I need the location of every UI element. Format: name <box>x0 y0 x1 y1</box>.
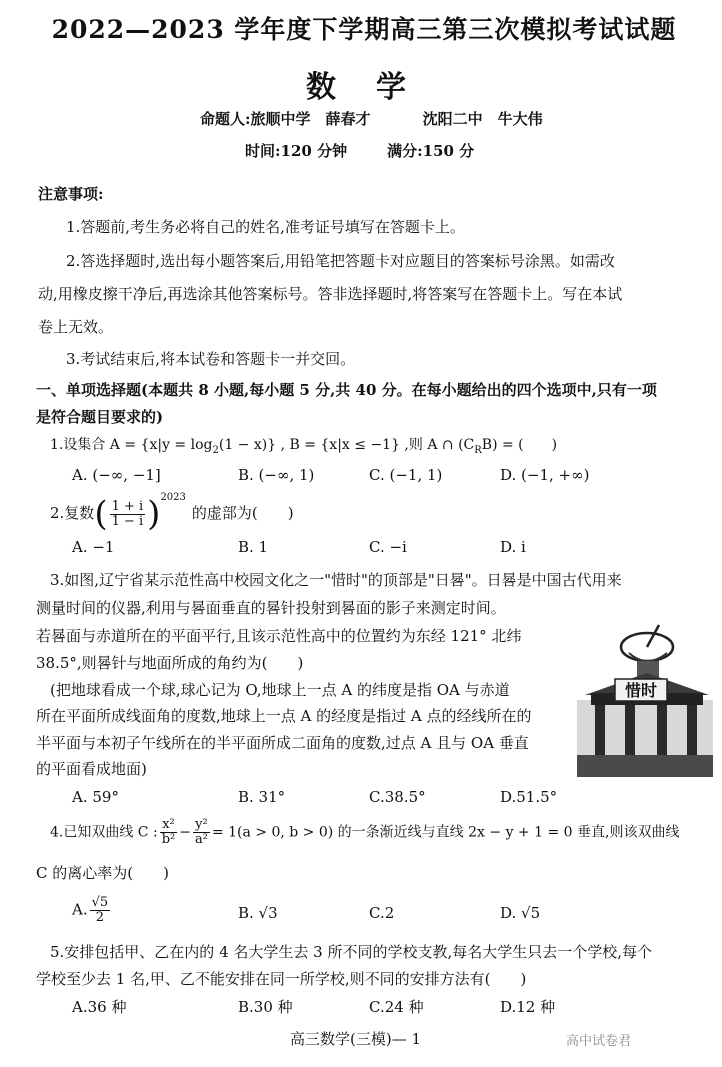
q4-f2-numerator: y² <box>193 818 210 833</box>
author-2: 沈阳二中 牛大伟 <box>422 110 543 128</box>
q3-line-6: 所在平面所成线面角的度数,地球上一点 A 的经度是指过 A 点的经线所在的 <box>36 707 532 725</box>
q2-option-b: B. 1 <box>238 538 269 556</box>
q1-stem-part-a: 1.设集合 A = {x|y = log <box>50 437 213 453</box>
q4-option-b: B. √3 <box>238 904 278 922</box>
q5-line-1: 5.安排包括甲、乙在内的 4 名大学生去 3 所不同的学校支教,每名大学生只去一个学校,每个 <box>50 943 653 961</box>
q3-line-2: 测量时间的仪器,利用与晷面垂直的晷针投射到晷面的影子来测定时间。 <box>36 599 506 617</box>
notice-item-2-line-3: 卷上无效。 <box>38 318 114 336</box>
q3-line-4: 38.5°,则晷针与地面所成的角约为( ) <box>36 654 304 672</box>
section-1-heading-line-1: 一、单项选择题(本题共 8 小题,每小题 5 分,共 40 分。在每小题给出的四个选项中,只有一项 <box>36 381 657 399</box>
q4-option-d: D. √5 <box>500 904 541 922</box>
q1-stem <box>50 434 557 456</box>
notice-item-1: 1.答题前,考生务必将自己的姓名,准考证号填写在答题卡上。 <box>66 218 465 236</box>
q3-option-a: A. 59° <box>72 788 119 806</box>
q1-stem-part-c: B) = ( ) <box>481 437 558 453</box>
q1-log-base: 2 <box>212 444 219 456</box>
notice-item-2-line-1: 2.答选择题时,选出每小题答案后,用铅笔把答题卡对应题目的答案标号涂黑。如需改 <box>66 252 615 270</box>
q4-option-a-denominator: 2 <box>95 910 105 925</box>
q4-option-a-label: A. <box>72 900 88 919</box>
q4-stem-part-a: 4.已知双曲线 C : <box>50 824 158 841</box>
q2-exponent: 2023 <box>160 492 186 503</box>
q2-stem-post: 的虚部为( ) <box>191 504 294 522</box>
q5-line-2: 学校至少去 1 名,甲、乙不能安排在同一所学校,则不同的安排方法有( ) <box>36 970 527 988</box>
q3-option-c: C.38.5° <box>369 788 426 806</box>
page-footer: 高三数学(三模)— 1 <box>290 1030 422 1048</box>
q2-numerator: 1 + i <box>111 498 144 514</box>
q1-option-b: B. (−∞, 1) <box>238 466 315 484</box>
notice-item-2-line-2: 动,用橡皮擦干净后,再选涂其他答案标号。答非选择题时,将答案写在答题卡上。写在本试 <box>38 285 623 303</box>
authors-label: 命题人: <box>200 110 251 128</box>
exam-time: 时间:120 分钟 <box>245 142 348 160</box>
q2-right-paren: ) <box>147 494 161 534</box>
q3-line-3: 若晷面与赤道所在的平面平行,且该示范性高中的位置约为东经 121° 北纬 <box>36 627 522 645</box>
author-line <box>200 108 555 129</box>
q2-left-paren: ( <box>94 494 108 534</box>
notice-item-3: 3.考试结束后,将本试卷和答题卡一并交回。 <box>66 350 356 368</box>
q1-complement-subscript: R <box>474 444 482 456</box>
q3-option-d: D.51.5° <box>500 788 558 806</box>
q3-option-b: B. 31° <box>238 788 286 806</box>
q1-option-c: C. (−1, 1) <box>369 466 443 484</box>
q1-option-a: A. (−∞, −1] <box>72 466 161 484</box>
section-1-heading-line-2: 是符合题目要求的) <box>36 408 164 426</box>
q4-line-2: C 的离心率为( ) <box>36 864 169 882</box>
q4-f1-denominator: b² <box>161 832 176 847</box>
timing-line <box>245 140 474 161</box>
exam-score: 满分:150 分 <box>387 142 475 160</box>
q4-f1-numerator: x² <box>160 818 178 833</box>
q2-option-d: D. i <box>500 538 526 556</box>
q4-stem <box>50 818 679 847</box>
q3-line-5: (把地球看成一个球,球心记为 O,地球上一点 A 的纬度是指 OA 与赤道 <box>50 681 510 699</box>
photo-sign-text: 惜时 <box>624 681 658 700</box>
q2-fraction <box>110 500 146 529</box>
q5-option-a: A.36 种 <box>72 998 127 1016</box>
q3-line-8: 的平面看成地面) <box>36 760 147 778</box>
q4-option-a <box>72 896 112 925</box>
q3-line-7: 半平面与本初子午线所在的半平面所成二面角的度数,过点 A 且与 OA 垂直 <box>36 734 529 752</box>
q5-option-c: C.24 种 <box>369 998 424 1016</box>
q2-option-a: A. −1 <box>72 538 115 556</box>
notice-heading: 注意事项: <box>38 185 104 203</box>
q4-fraction-1 <box>160 818 178 847</box>
q1-option-d: D. (−1, +∞) <box>500 466 590 484</box>
q4-minus-sign: − <box>179 824 191 841</box>
q2-denominator: 1 − i <box>111 513 144 529</box>
q4-option-a-numerator: √5 <box>91 895 109 910</box>
q4-option-c: C.2 <box>369 904 395 922</box>
q4-stem-part-b: = 1(a > 0, b > 0) 的一条渐近线与直线 2x − y + 1 = 0 垂直,则该双曲线 <box>211 824 680 841</box>
q5-option-b: B.30 种 <box>238 998 293 1016</box>
q2-stem-pre: 2.复数 <box>50 504 95 522</box>
sundial-photo <box>577 605 713 777</box>
q1-stem-part-b: (1 − x)} , B = {x|x ≤ −1} ,则 A ∩ (C <box>218 437 475 453</box>
watermark: 高中试卷君 <box>566 1034 632 1049</box>
q3-line-1: 3.如图,辽宁省某示范性高中校园文化之一"惜时"的顶部是"日晷"。日晷是中国古代用来 <box>50 571 622 589</box>
exam-title: 2022—2023 学年度下学期高三第三次模拟考试试题 <box>51 15 677 44</box>
q4-fraction-2 <box>193 818 210 847</box>
q4-option-a-fraction <box>90 896 111 925</box>
subject-title: 数学 <box>306 70 446 105</box>
q2-stem <box>50 492 294 534</box>
author-1: 旅顺中学 薛春才 <box>250 110 371 128</box>
q2-option-c: C. −i <box>369 538 407 556</box>
q4-f2-denominator: a² <box>194 832 208 847</box>
q5-option-d: D.12 种 <box>500 998 556 1016</box>
